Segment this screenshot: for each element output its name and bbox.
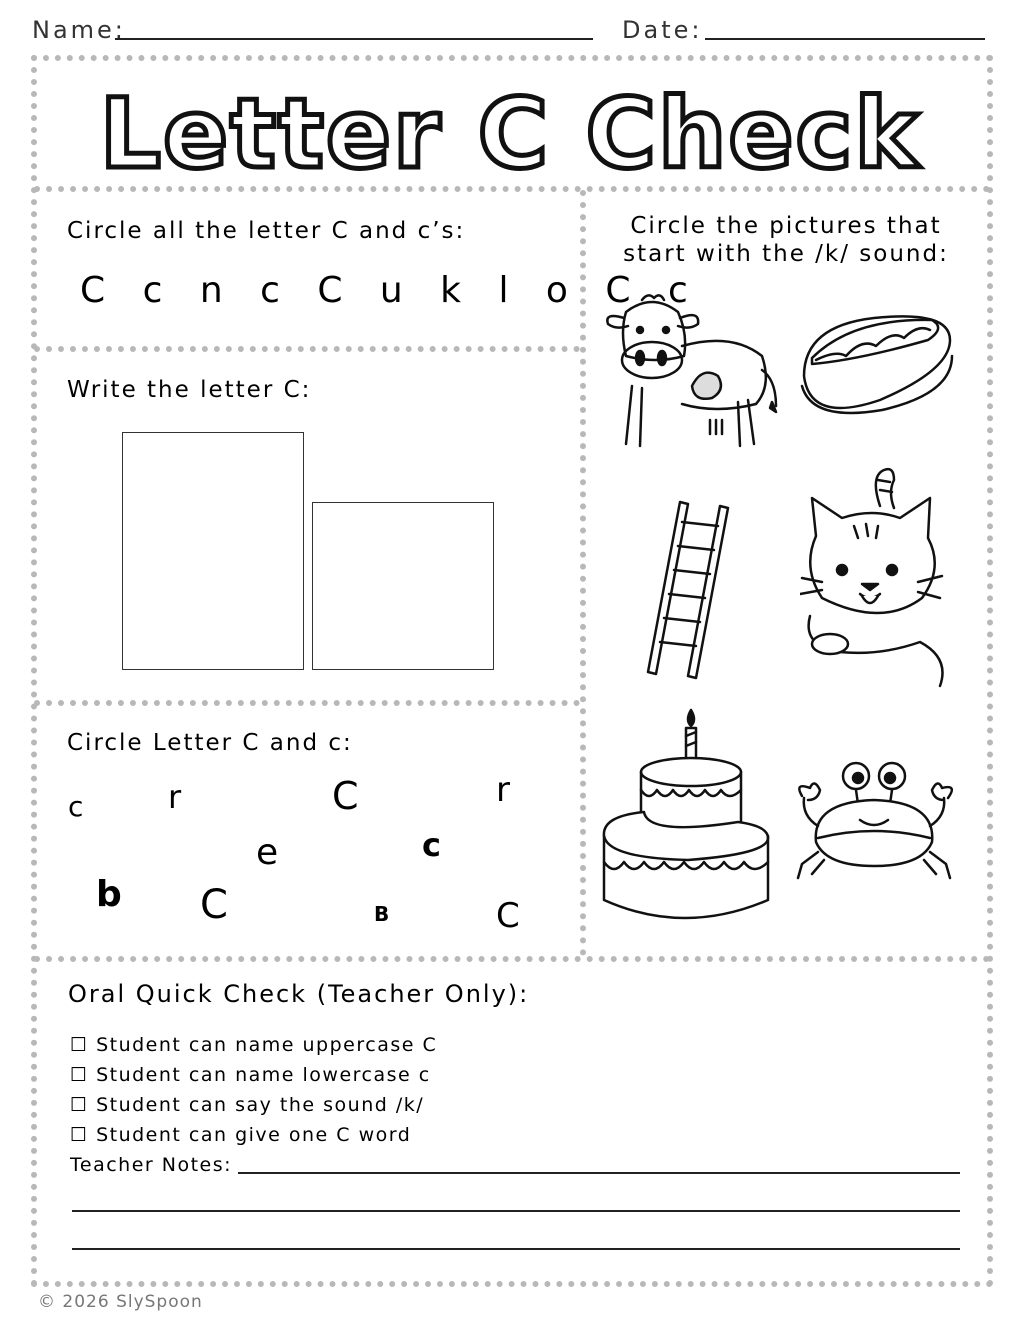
scattered-letter[interactable]: e	[256, 832, 279, 873]
check-item-lowercase[interactable]: ☐ Student can name lowercase c	[70, 1064, 431, 1086]
pictures-instruction-line2: start with the /k/ sound:	[623, 241, 949, 267]
crab-icon[interactable]	[794, 756, 960, 884]
scattered-letter[interactable]: C	[332, 774, 359, 818]
scattered-letter[interactable]: b	[96, 874, 122, 915]
pictures-instruction	[590, 212, 982, 268]
scattered-letter[interactable]: B	[374, 902, 390, 926]
scattered-letter[interactable]: C	[496, 896, 520, 936]
hot-dog-icon[interactable]	[794, 306, 954, 422]
scattered-letter[interactable]: r	[496, 770, 510, 810]
name-line[interactable]	[115, 38, 593, 40]
divider	[34, 956, 990, 962]
notes-line[interactable]	[238, 1172, 960, 1174]
date-line[interactable]	[705, 38, 985, 40]
ladder-icon[interactable]	[640, 496, 740, 680]
scattered-letter[interactable]: C	[200, 882, 228, 928]
date-label: Date:	[622, 16, 703, 44]
divider	[34, 346, 580, 352]
teacher-notes-label: Teacher Notes:	[70, 1154, 233, 1176]
uppercase-write-box[interactable]	[122, 432, 304, 670]
check-item-sound[interactable]: ☐ Student can say the sound /k/	[70, 1094, 425, 1116]
name-label: Name:	[32, 16, 126, 44]
divider	[34, 700, 580, 706]
check-item-word[interactable]: ☐ Student can give one C word	[70, 1124, 412, 1146]
cake-icon[interactable]	[600, 706, 772, 922]
notes-line[interactable]	[72, 1248, 960, 1250]
page-title: Letter C Check	[99, 78, 921, 190]
oral-check-title: Oral Quick Check (Teacher Only):	[68, 980, 530, 1008]
pictures-instruction-line1: Circle the pictures that	[630, 213, 942, 239]
lowercase-write-box[interactable]	[312, 502, 494, 670]
scattered-instruction: Circle Letter C and c:	[67, 730, 353, 756]
check-item-uppercase[interactable]: ☐ Student can name uppercase C	[70, 1034, 438, 1056]
scattered-letter[interactable]: r	[168, 778, 182, 816]
notes-line[interactable]	[72, 1210, 960, 1212]
letter-row[interactable]: C c n c C u k l o C c	[80, 270, 700, 311]
circle-letters-instruction: Circle all the letter C and c’s:	[67, 218, 466, 244]
scattered-letter[interactable]: c	[68, 790, 84, 823]
cow-icon[interactable]	[602, 290, 786, 466]
cat-icon[interactable]	[800, 466, 950, 692]
write-letter-instruction: Write the letter C:	[67, 377, 312, 403]
scattered-letter[interactable]: c	[422, 826, 441, 864]
copyright: © 2026 SlySpoon	[38, 1292, 203, 1312]
